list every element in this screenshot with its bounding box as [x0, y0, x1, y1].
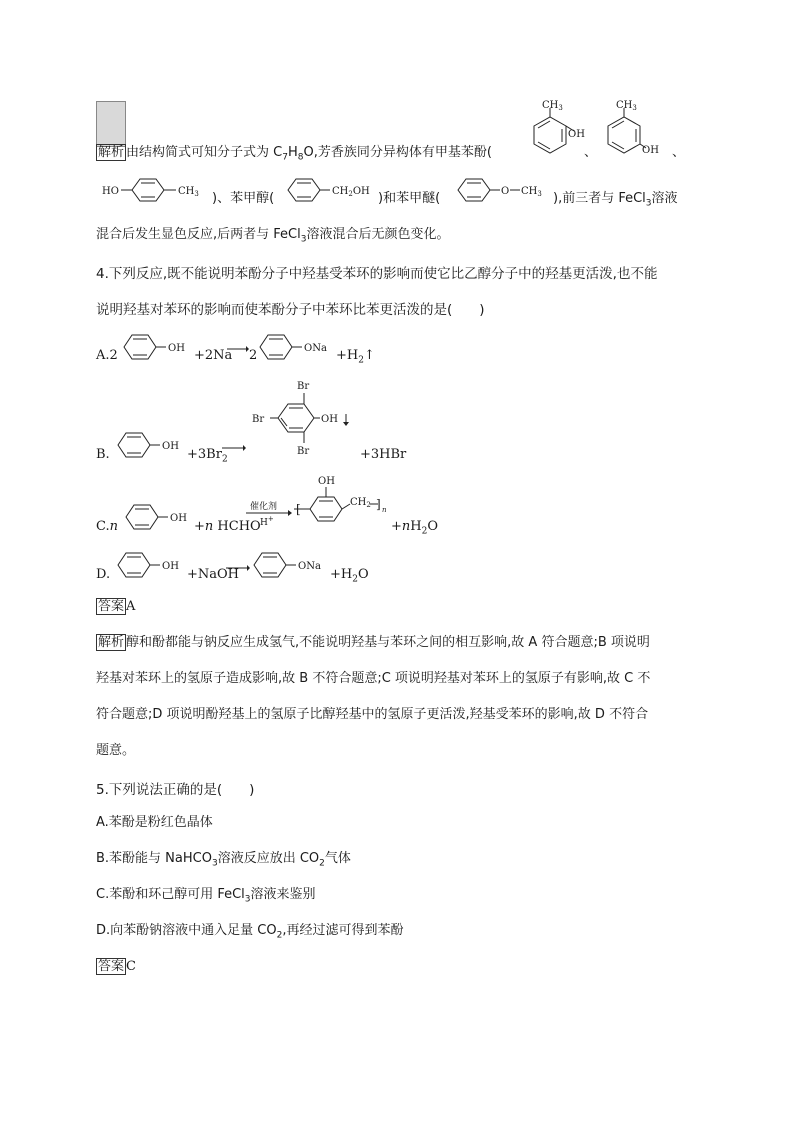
analysis-line-3: [96, 226, 449, 249]
analysis-text: )和苯甲醚(: [378, 191, 441, 206]
option-b[interactable]: [96, 850, 351, 873]
coef: 2: [109, 348, 118, 363]
option-d[interactable]: [96, 922, 403, 945]
ch2oh-label: $CH_2OH$: [332, 186, 370, 198]
text: C.苯酚和环己醇可用 FeCl: [96, 887, 245, 902]
separator: 、: [584, 145, 598, 160]
answer-4: [96, 598, 135, 616]
sub: 2: [352, 574, 358, 585]
oh-label: OH: [568, 129, 585, 140]
anisole-structure: [454, 175, 552, 205]
text: ,再经过滤可得到苯酚: [282, 923, 404, 938]
ch3-label: $CH_3$: [542, 100, 563, 112]
text: ),前三者与 FeCl: [553, 191, 646, 206]
ch3-label: $CH_3$: [178, 186, 199, 198]
label: A.: [96, 348, 110, 363]
reagent-naoh: +NaOH: [187, 567, 240, 582]
phenol-structure: [122, 500, 194, 534]
product-water: [391, 518, 438, 541]
analysis-text: [553, 190, 678, 213]
option-a-label[interactable]: [96, 347, 118, 365]
sub: 2: [319, 858, 325, 869]
sub: 2: [276, 930, 283, 941]
product-water: [330, 566, 369, 589]
coef: 2: [249, 348, 258, 363]
separator: 、: [672, 145, 686, 160]
analysis-line-1: [96, 144, 492, 167]
oh-label: OH: [168, 343, 185, 354]
text: 溶液来鉴别: [250, 887, 316, 902]
sub: 3: [211, 858, 218, 869]
text: 溶液: [651, 191, 678, 206]
coef: n: [204, 519, 214, 534]
text: O: [357, 567, 369, 582]
ch3-label: $CH_3$: [521, 186, 542, 198]
sub: 3: [645, 198, 652, 209]
text: 溶液混合后无颜色变化。: [306, 227, 450, 242]
br-label: Br: [297, 381, 310, 392]
sub: 7: [282, 152, 288, 163]
option-b-label[interactable]: B.: [96, 447, 110, 462]
analysis-4-line-4: 题意。: [96, 743, 136, 758]
question-4-stem-2: 说明羟基对苯环的影响而使苯酚分子中苯环比苯更活泼的是( ): [96, 302, 485, 318]
product-h2: [336, 347, 375, 370]
label: C.: [96, 519, 110, 534]
analysis-4-line-3: 符合题意;D 项说明酚羟基上的氢原子比醇羟基中的氢原子更活泼,羟基受苯环的影响,故 D 不符合: [96, 707, 649, 722]
arrow-icon: [222, 443, 246, 453]
oh-label: OH: [162, 441, 179, 452]
analysis-text: )、苯甲醇(: [212, 191, 275, 206]
sub: 8: [297, 152, 304, 163]
br-label: Br: [252, 414, 265, 425]
text: +H: [330, 567, 353, 582]
p-cresol-structure: [102, 175, 212, 205]
option-d-label[interactable]: D.: [96, 567, 111, 582]
product-hbr: +3HBr: [360, 447, 407, 462]
question-5-stem: 5.下列说法正确的是( ): [96, 782, 255, 798]
tribromophenol-structure: [248, 378, 358, 458]
phenol-structure: [114, 548, 186, 582]
reagent-na: +2Na: [194, 348, 233, 363]
ona-label: ONa: [298, 561, 321, 572]
text: O: [427, 519, 439, 534]
text: 由结构简式可知分子式为 C: [126, 145, 283, 160]
oh-label: OH: [321, 414, 338, 425]
option-a[interactable]: A.苯酚是粉红色晶体: [96, 815, 213, 830]
text: 混合后发生显色反应,后两者与 FeCl: [96, 227, 301, 242]
n-label: n: [382, 506, 387, 514]
sub: 3: [244, 894, 251, 905]
analysis-4-line-1: [96, 634, 650, 652]
text: +3Br: [187, 447, 222, 462]
answer-value: C: [126, 959, 136, 974]
phenol-formaldehyde-resin-structure: [294, 472, 394, 536]
text: B.苯酚能与 NaHCO: [96, 851, 212, 866]
ho-label: HO: [102, 186, 119, 197]
br-label: Br: [297, 446, 310, 457]
arrow-icon: [226, 563, 250, 573]
phenol-structure: [114, 428, 186, 462]
bracket: ]: [376, 497, 381, 511]
sodium-phenoxide-structure: [250, 548, 330, 582]
oh-label: OH: [318, 476, 335, 487]
text: 溶液反应放出 CO: [217, 851, 320, 866]
oh-label: OH: [642, 145, 659, 156]
up-arrow-icon: ↑: [363, 348, 375, 363]
oh-label: OH: [170, 513, 187, 524]
bracket: [: [296, 502, 301, 516]
option-c-label[interactable]: [96, 518, 118, 536]
sub: 2: [221, 454, 228, 465]
text: HCHO: [213, 519, 261, 534]
image-placeholder: [96, 101, 126, 147]
text: O,芳香族同分异构体有甲基苯酚(: [303, 145, 492, 160]
text: +: [391, 519, 402, 534]
text: +: [194, 519, 205, 534]
text: +H: [336, 348, 359, 363]
m-cresol-structure: [596, 98, 668, 164]
h-plus-label: H+: [260, 515, 274, 528]
sodium-phenoxide-structure: [256, 330, 336, 364]
answer-value: A: [126, 599, 136, 614]
text: 气体: [324, 851, 351, 866]
phenol-structure: [120, 330, 192, 364]
answer-tag: 答案: [98, 959, 125, 974]
o-label: O: [501, 186, 510, 197]
sub: 2: [421, 526, 428, 537]
ona-label: ONa: [304, 343, 327, 354]
analysis-tag: 解析: [98, 145, 125, 160]
sub: 2: [358, 355, 364, 366]
answer-5: [96, 958, 136, 976]
sub: 3: [300, 234, 307, 245]
coef: n: [109, 519, 118, 534]
text: D.向苯酚钠溶液中通入足量 CO: [96, 923, 277, 938]
text: H: [410, 519, 422, 534]
text: 醇和酚都能与钠反应生成氢气,不能说明羟基与苯环之间的相互影响,故 A 符合题意;B 项说明: [126, 635, 650, 650]
coef: n: [401, 519, 411, 534]
ch2-label: $CH_2$: [350, 497, 371, 509]
catalyst-label: 催化剂: [250, 502, 278, 512]
question-4-stem-1: 4.下列反应,既不能说明苯酚分子中羟基受苯环的影响而使它比乙醇分子中的羟基更活泼,也不能: [96, 266, 658, 282]
analysis-4-line-2: 羟基对苯环上的氢原子造成影响,故 B 不符合题意;C 项说明羟基对苯环上的氢原子有影响,故 C 不: [96, 671, 651, 686]
option-c[interactable]: [96, 886, 316, 909]
oh-label: OH: [162, 561, 179, 572]
answer-tag: 答案: [98, 599, 125, 614]
text: H: [287, 145, 298, 160]
o-cresol-structure: [512, 98, 585, 164]
arrow-icon: [227, 344, 249, 354]
analysis-tag: 解析: [98, 635, 125, 650]
ch3-label: $CH_3$: [616, 100, 637, 112]
catalyst-arrow: [244, 498, 294, 530]
benzyl-alcohol-structure: [284, 175, 380, 205]
